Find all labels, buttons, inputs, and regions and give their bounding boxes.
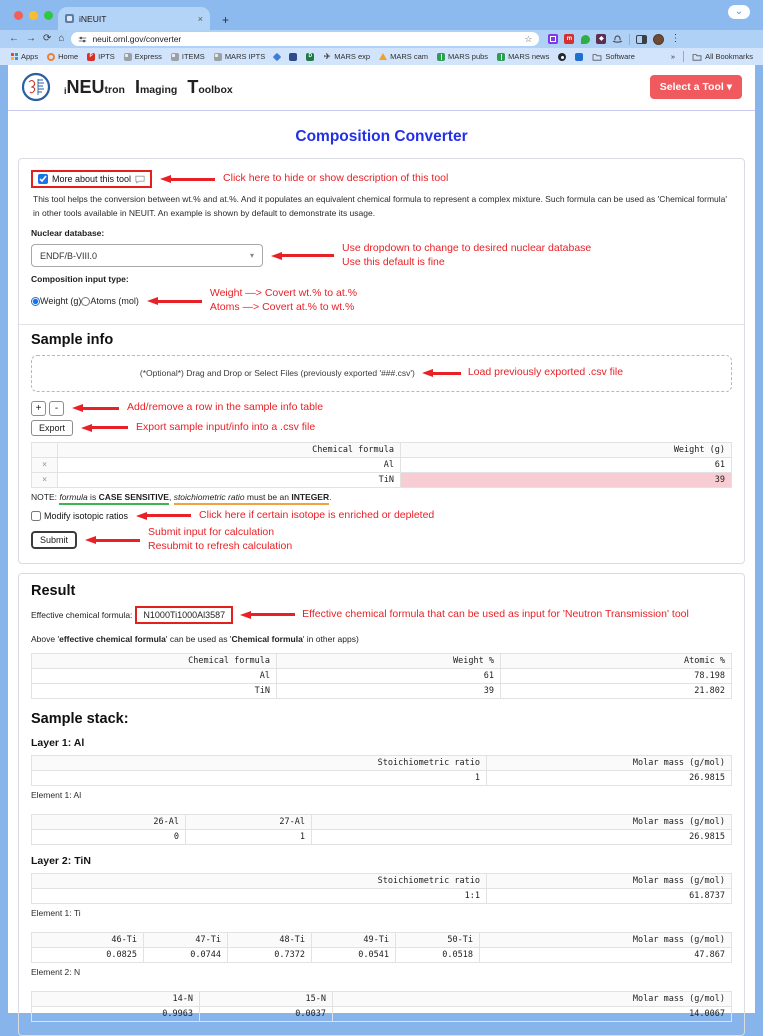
layer2-element1-label: Element 1: Ti xyxy=(31,907,81,918)
table-row: 1:1 61.8737 xyxy=(32,888,732,903)
add-row-button[interactable]: + xyxy=(31,401,46,416)
extension-red-icon[interactable]: m xyxy=(564,34,574,44)
table-header-row: Stoichiometric ratio Molar mass (g/mol) xyxy=(32,755,732,770)
weight-radio-label: Weight (g) xyxy=(40,296,82,307)
window-overlay-chevron-icon[interactable]: ⌄ xyxy=(728,5,750,19)
bookmarks-separator xyxy=(683,51,684,62)
tool-description: This tool helps the conversion between wt.% and at.%. And it populates an equivalent chemical formula to represent a complex mixture. Such formula can be used as 'Chemical formula' in other tools available in NEUIT. An example is shown by default to demonstrate its usage. xyxy=(33,194,727,218)
composition-result-table xyxy=(31,653,732,699)
minimize-window-button[interactable] xyxy=(29,11,38,20)
atoms-radio-label: Atoms (mol) xyxy=(90,296,139,307)
address-bar[interactable] xyxy=(71,32,539,46)
bookmark-github[interactable] xyxy=(558,53,566,61)
nuclear-database-select[interactable]: ENDF/B-VIII.0 ▾ xyxy=(31,244,263,267)
modify-isotopic-checkbox[interactable] xyxy=(31,511,41,521)
select-a-tool-button[interactable]: Select a Tool ▾ xyxy=(650,75,742,99)
red-arrow-icon xyxy=(240,611,295,619)
image-icon xyxy=(214,53,222,61)
jet-icon: ✈ xyxy=(323,51,331,61)
table-row: 1 26.9815 xyxy=(32,770,732,785)
reload-icon[interactable]: ⟳ xyxy=(43,33,52,44)
annotation-submit-line2: Resubmit to refresh calculation xyxy=(148,540,293,553)
sample-stack-heading: Sample stack: xyxy=(31,710,129,727)
annotation-db-line1: Use dropdown to change to desired nuclear database xyxy=(342,242,592,255)
red-arrow-icon xyxy=(147,297,202,305)
layer2-ti-isotope-table xyxy=(31,932,732,963)
bookmarks-bar xyxy=(0,48,763,65)
sample-info-table xyxy=(31,442,732,488)
forward-icon[interactable]: → xyxy=(26,33,36,44)
table-row: 0.9963 0.0037 14.0067 xyxy=(32,1006,732,1021)
effective-formula-value[interactable]: N1000Ti1000Al3587 xyxy=(135,606,233,624)
table-header-row: 26-Al 27-Al Molar mass (g/mol) xyxy=(32,814,732,829)
bookmark-software-folder[interactable]: Software xyxy=(592,52,635,61)
folder-icon xyxy=(592,53,602,61)
table-row xyxy=(32,472,732,487)
extension-purple-icon[interactable] xyxy=(548,34,558,44)
modify-isotopic-label: Modify isotopic ratios xyxy=(44,510,129,521)
bookmark-diamond[interactable] xyxy=(274,54,280,60)
annotation-type-line2: Atoms —> Covert at.% to wt.% xyxy=(209,301,355,314)
diamond-icon xyxy=(273,52,281,60)
red-arrow-icon xyxy=(160,175,215,183)
delete-row-button[interactable]: × xyxy=(32,472,58,487)
bookmark-mars-exp[interactable]: ✈ MARS exp xyxy=(323,51,371,61)
layer2-element2-label: Element 2: N xyxy=(31,966,81,977)
home-icon[interactable]: ⌂ xyxy=(58,33,65,44)
book-icon xyxy=(497,53,505,61)
folder-icon xyxy=(692,53,702,61)
bookmark-items[interactable]: ITEMS xyxy=(171,52,205,61)
remove-row-button[interactable]: - xyxy=(49,401,64,416)
formula-cell[interactable]: TiN xyxy=(58,472,401,487)
github-icon xyxy=(558,53,566,61)
divider xyxy=(19,324,744,325)
green-square-icon: D xyxy=(306,53,314,61)
table-row: 0 1 26.9815 xyxy=(32,829,732,844)
extension-icons xyxy=(548,34,680,45)
bookmark-ipts[interactable]: P IPTS xyxy=(87,52,115,61)
layer1-element1-label: Element 1: Al xyxy=(31,789,82,800)
extension-green-bird-icon[interactable] xyxy=(580,34,590,44)
more-about-label: More about this tool xyxy=(52,174,132,184)
extension-plum-icon[interactable]: ◆ xyxy=(596,34,606,44)
input-card xyxy=(18,158,745,564)
bookmark-mars-cam[interactable]: MARS cam xyxy=(379,52,428,61)
layer2-title: Layer 2: TiN xyxy=(31,854,91,867)
result-heading: Result xyxy=(31,582,76,599)
site-settings-tune-icon[interactable] xyxy=(78,35,87,44)
annotation-add-remove: Add/remove a row in the sample info table xyxy=(127,401,324,414)
annotation-rect-more-about xyxy=(31,170,152,188)
all-bookmarks[interactable]: All Bookmarks xyxy=(692,52,753,61)
blue-square-icon xyxy=(575,53,583,61)
tab-title: iNEUIT xyxy=(79,13,107,24)
extension-hat-icon[interactable] xyxy=(612,35,623,44)
table-header-row: Stoichiometric ratio Molar mass (g/mol) xyxy=(32,873,732,888)
table-row: 0.0825 0.0744 0.7372 0.0541 0.0518 47.867 xyxy=(32,947,732,962)
case-sensitive-note: NOTE: formula is CASE SENSITIVE, stoichiometric ratio must be an INTEGER. xyxy=(31,492,732,502)
book-icon xyxy=(437,53,445,61)
annotation-toggle: Click here to hide or show description of this tool xyxy=(223,172,449,185)
layer2-stoich-table xyxy=(31,873,732,904)
file-upload-dropzone[interactable] xyxy=(31,355,732,392)
new-tab-button[interactable]: + xyxy=(222,13,230,27)
page-title: Composition Converter xyxy=(295,128,468,145)
annotation-db-line2: Use this default is fine xyxy=(342,255,445,268)
annotation-modify: Click here if certain isotope is enriched or depleted xyxy=(199,508,435,521)
table-header-row: Chemical formula Weight % Atomic % xyxy=(32,653,732,668)
bookmark-apps[interactable]: Apps xyxy=(10,52,38,61)
result-card xyxy=(18,573,745,1036)
more-about-checkbox[interactable] xyxy=(38,174,48,184)
ipts-badge-icon: P xyxy=(87,53,95,61)
annotation-type-line1: Weight —> Covert wt.% to at.% xyxy=(209,287,358,300)
brand-title: i NEU tron I maging T oolbox xyxy=(64,76,233,97)
red-arrow-icon xyxy=(422,369,461,377)
neuit-logo xyxy=(21,72,51,102)
nuclear-database-label: Nuclear database: xyxy=(31,228,105,239)
red-arrow-icon xyxy=(72,404,119,412)
tab-strip xyxy=(0,0,763,30)
layer1-title: Layer 1: Al xyxy=(31,736,85,749)
layer1-al-isotope-table xyxy=(31,814,732,845)
layer2-n-isotope-table xyxy=(31,991,732,1022)
table-header-row xyxy=(32,442,732,457)
layer1-stoich-table xyxy=(31,755,732,786)
home-ring-icon xyxy=(47,53,55,61)
composition-input-type-label: Composition input type: xyxy=(31,274,129,285)
bookmark-mars-news[interactable]: MARS news xyxy=(497,52,549,61)
table-row xyxy=(32,457,732,472)
back-icon[interactable]: ← xyxy=(9,33,19,44)
image-icon xyxy=(171,53,179,61)
annotation-submit-line1: Submit input for calculation xyxy=(148,526,275,539)
site-header xyxy=(8,65,755,111)
delete-row-button[interactable]: × xyxy=(32,457,58,472)
tab-favicon-icon xyxy=(65,14,74,23)
chevron-down-icon: ▾ xyxy=(249,251,254,261)
upload-text: (*Optional*) Drag and Drop or Select Files (previously exported '###.csv') xyxy=(139,368,415,379)
profile-avatar[interactable] xyxy=(653,34,664,45)
close-window-button[interactable] xyxy=(14,11,23,20)
side-panel-icon[interactable] xyxy=(636,35,647,44)
maximize-window-button[interactable] xyxy=(44,11,53,20)
web-page xyxy=(8,65,755,1019)
bookmark-mars-ipts[interactable]: MARS IPTS xyxy=(214,52,265,61)
bookmarks-overflow-chevron[interactable]: » xyxy=(670,52,676,61)
red-arrow-icon xyxy=(136,512,191,520)
table-row: Al 61 78.198 xyxy=(32,668,732,683)
image-icon xyxy=(124,53,132,61)
submit-button[interactable]: Submit xyxy=(31,531,77,549)
weight-radio[interactable] xyxy=(31,297,40,306)
table-header-row: 14-N 15-N Molar mass (g/mol) xyxy=(32,991,732,1006)
atoms-radio[interactable] xyxy=(81,297,90,306)
warning-triangle-icon xyxy=(379,53,387,60)
weight-cell-invalid[interactable]: 39 xyxy=(401,472,732,487)
above-note: Above 'effective chemical formula' can be used as 'Chemical formula' in other apps) xyxy=(31,633,359,644)
bookmark-star-icon[interactable]: ☆ xyxy=(524,33,533,44)
bookmark-navy[interactable] xyxy=(289,53,297,61)
annotation-upload: Load previously exported .csv file xyxy=(467,366,624,379)
effective-formula-label: Effective chemical formula: xyxy=(31,609,133,620)
bookmark-green[interactable] xyxy=(306,53,314,61)
bookmark-express[interactable]: Express xyxy=(124,52,162,61)
sample-info-heading: Sample info xyxy=(31,331,114,348)
bookmark-blue[interactable] xyxy=(575,53,583,61)
toolbar-separator xyxy=(629,34,630,45)
chevron-down-icon: ▾ xyxy=(726,81,732,93)
navy-square-icon xyxy=(289,53,297,61)
red-arrow-icon xyxy=(81,424,128,432)
table-row: TiN 39 21.802 xyxy=(32,683,732,698)
weight-header: Weight (g) xyxy=(401,442,732,457)
apps-grid-icon xyxy=(10,53,18,61)
url-text[interactable]: neuit.ornl.gov/converter xyxy=(92,34,182,44)
red-arrow-icon xyxy=(271,252,334,260)
red-arrow-icon xyxy=(85,536,140,544)
browser-menu-icon[interactable]: ⋮ xyxy=(670,33,681,44)
annotation-export: Export sample input/info into a .csv file xyxy=(136,420,316,433)
chemical-formula-header: Chemical formula xyxy=(58,442,401,457)
window-controls xyxy=(14,11,53,20)
browser-toolbar xyxy=(0,30,763,48)
browser-tab[interactable] xyxy=(58,7,210,30)
table-header-row: 46-Ti 47-Ti 48-Ti 49-Ti 50-Ti Molar mass (g/mol) xyxy=(32,932,732,947)
formula-cell[interactable]: Al xyxy=(58,457,401,472)
weight-cell[interactable]: 61 xyxy=(401,457,732,472)
bookmark-home[interactable]: Home xyxy=(47,52,78,61)
close-tab-icon[interactable]: × xyxy=(197,13,203,24)
speech-bubble-icon xyxy=(135,175,145,184)
export-button[interactable]: Export xyxy=(31,420,73,436)
annotation-effective-formula: Effective chemical formula that can be used as input for 'Neutron Transmission' tool xyxy=(302,607,689,620)
bookmark-mars-pubs[interactable]: MARS pubs xyxy=(437,52,488,61)
